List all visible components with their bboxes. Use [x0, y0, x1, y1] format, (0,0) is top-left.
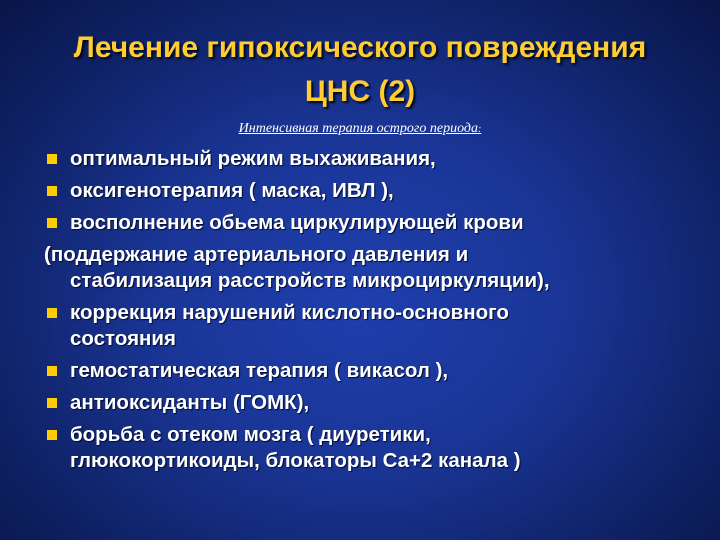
list-item: [0, 390, 720, 416]
list-item-text: восполнение обьема циркулирующей крови: [70, 211, 524, 234]
list-item-line-2: состояния: [70, 327, 176, 350]
slide-title: [0, 26, 720, 114]
list-item: [0, 178, 720, 204]
list-item-line-1: антиоксиданты (ГОМК),: [70, 391, 310, 414]
list-item-line-1: борьба с отеком мозга ( диуретики,: [70, 423, 431, 446]
square-bullet-icon: [47, 186, 57, 196]
list-item-line-2: глюкокортикоиды, блокаторы Са+2 канала ): [70, 449, 521, 472]
slide-title-line-2: ЦНС (2): [304, 75, 416, 108]
square-bullet-icon: [47, 398, 57, 408]
parenthetical-line-2: стабилизация расстройств микроциркуляции),: [70, 269, 550, 292]
list-item-line-1: гемостатическая терапия ( викасол ),: [70, 359, 449, 382]
parenthetical-line-1: (поддержание артериального давления и: [44, 243, 469, 266]
square-bullet-icon: [47, 430, 57, 440]
list-item-line-1: коррекция нарушений кислотно-основного: [70, 301, 509, 324]
list-item: [0, 210, 720, 236]
subtitle-text: Интенсивная терапия острого периода: [238, 121, 478, 136]
square-bullet-icon: [47, 218, 57, 228]
list-item: [0, 300, 720, 352]
slide-subtitle: [0, 120, 720, 139]
list-item: [0, 146, 720, 172]
parenthetical-note: [0, 242, 720, 294]
list-item-text: оксигенотерапия ( маска, ИВЛ ),: [70, 179, 394, 202]
list-item: [0, 358, 720, 384]
slide-title-line-1: Лечение гипоксического повреждения: [73, 31, 647, 64]
list-item: [0, 422, 720, 474]
subtitle-colon: :: [477, 124, 482, 135]
bullet-list: [0, 146, 720, 480]
square-bullet-icon: [47, 308, 57, 318]
list-item-text: оптимальный режим выхаживания,: [70, 147, 436, 170]
square-bullet-icon: [47, 366, 57, 376]
square-bullet-icon: [47, 154, 57, 164]
